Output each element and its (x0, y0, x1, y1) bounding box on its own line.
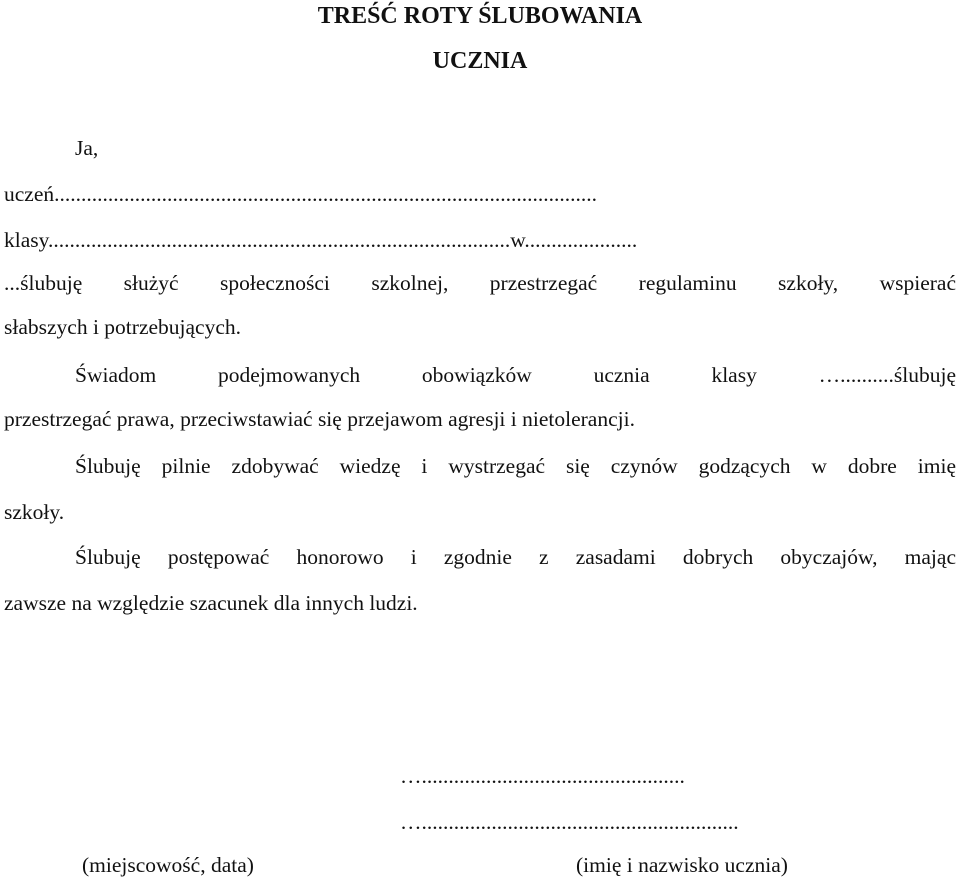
student-name-label: (imię i nazwisko ucznia) (576, 853, 788, 877)
place-date-label: (miejscowość, data) (82, 853, 254, 877)
class-school-blank: klasy......................................................................................w..................... (4, 228, 638, 252)
oath-paragraph-2-line-2: przestrzegać prawa, przeciwstawiać się przejawom agresji i nietolerancji. (4, 407, 635, 431)
oath-paragraph-4-line-1: Ślubuję postępować honorowo i zgodnie z zasadami dobrych obyczajów, mając (75, 545, 956, 569)
greeting-line: Ja, (75, 136, 99, 160)
oath-paragraph-3-line-1: Ślubuję pilnie zdobywać wiedzę i wystrzegać się czynów godzących w dobre imię (75, 454, 956, 478)
document-subtitle: UCZNIA (432, 48, 528, 74)
oath-paragraph-1-line-1: ...ślubuję służyć społeczności szkolnej, przestrzegać regulaminu szkoły, wspierać (4, 271, 956, 295)
place-date-signature-blank: …................................................. (400, 764, 685, 788)
oath-paragraph-3-line-2: szkoły. (4, 500, 65, 524)
oath-paragraph-2-line-1: Świadom podejmowanych obowiązków ucznia klasy …..........ślubuję (75, 363, 956, 387)
oath-paragraph-1-line-2: słabszych i potrzebujących. (4, 315, 242, 339)
oath-paragraph-4-line-2: zawsze na względzie szacunek dla innych ludzi. (4, 591, 418, 615)
name-signature-blank: …........................................................... (400, 810, 739, 834)
student-name-blank: uczeń..................................................................................................... (4, 182, 598, 206)
document-title: TREŚĆ ROTY ŚLUBOWANIA (317, 3, 643, 29)
